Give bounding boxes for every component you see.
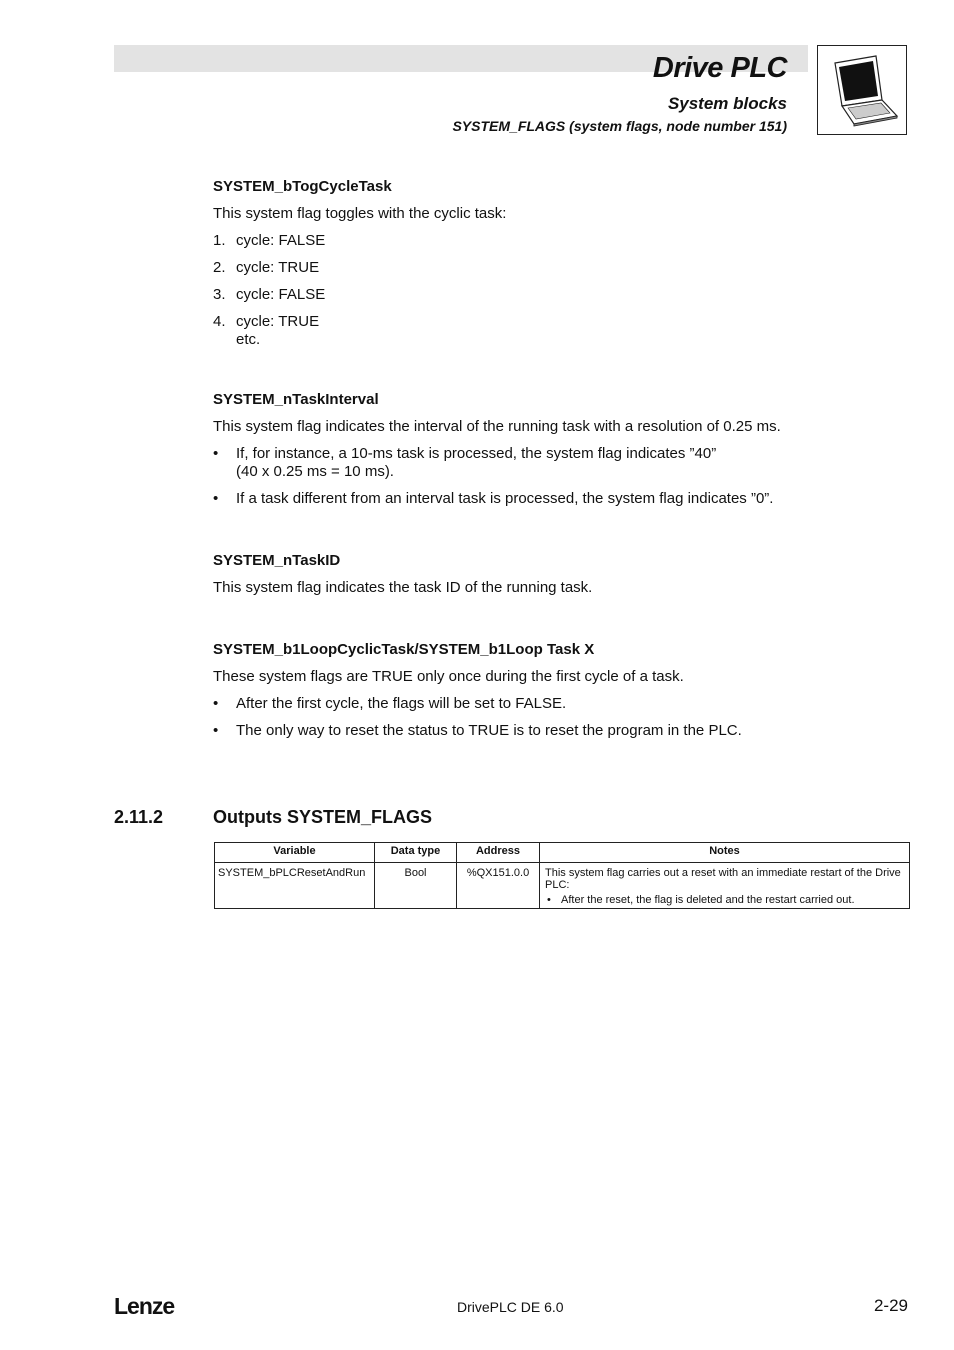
section-intro: This system flag toggles with the cyclic task:	[213, 205, 507, 222]
section-heading: SYSTEM_b1LoopCyclicTask/SYSTEM_b1Loop Task X	[213, 641, 595, 658]
section-subtitle: SYSTEM_FLAGS (system flags, node number 151)	[452, 118, 787, 134]
notes-cell	[540, 863, 910, 909]
section-intro: These system flags are TRUE only once during the first cycle of a task.	[213, 668, 684, 685]
section-ntaskid	[213, 552, 913, 597]
section-number: 2.11.2	[114, 807, 164, 827]
note-bullet: • After the reset, the flag is deleted and the restart carried out.	[547, 894, 855, 906]
address-cell: %QX151.0.0	[457, 863, 540, 909]
variable-cell: SYSTEM_bPLCResetAndRun	[215, 863, 375, 909]
list-item: 4. cycle: TRUE etc.	[213, 313, 320, 348]
section-heading: SYSTEM_nTaskInterval	[213, 391, 379, 408]
lenze-logo: Lenze	[114, 1293, 175, 1319]
section-intro: This system flag indicates the task ID of the running task.	[213, 579, 593, 596]
list-item: 3. cycle: FALSE	[213, 286, 326, 303]
table-row	[215, 863, 910, 909]
section-heading: SYSTEM_nTaskID	[213, 552, 341, 569]
section-heading: SYSTEM_bTogCycleTask	[213, 178, 392, 195]
list-item: 2. cycle: TRUE	[213, 259, 320, 276]
bullet-item: • If, for instance, a 10-ms task is processed, the system flag indicates ”40” (40 x 0.25 ms = 10 ms).	[213, 445, 717, 480]
page-title: Drive PLC	[652, 52, 787, 84]
column-header: Variable	[215, 843, 375, 863]
table-header-row	[215, 843, 910, 863]
document-name: DrivePLC DE 6.0	[457, 1299, 564, 1315]
section-ntaskinterval	[213, 391, 913, 508]
section-title: Outputs SYSTEM_FLAGS	[213, 807, 433, 827]
bullet-item: • After the first cycle, the flags will be set to FALSE.	[213, 695, 567, 712]
main-content	[213, 178, 913, 784]
bullet-item: • If a task different from an interval task is processed, the system flag indicates ”0”.	[213, 490, 774, 507]
note-text: This system flag carries out a reset with an immediate restart of the Drive PLC:	[545, 867, 901, 891]
datatype-cell: Bool	[375, 863, 457, 909]
section-b1loop	[213, 641, 913, 740]
laptop-icon	[817, 45, 907, 135]
column-header: Data type	[375, 843, 457, 863]
chapter-subtitle: System blocks	[667, 94, 787, 113]
section-btogcycletask	[213, 178, 913, 349]
list-item: 1. cycle: FALSE	[213, 232, 326, 249]
column-header: Notes	[540, 843, 910, 863]
column-header: Address	[457, 843, 540, 863]
outputs-table	[214, 842, 910, 909]
page-number: 2-29	[873, 1296, 908, 1315]
section-intro: This system flag indicates the interval of the running task with a resolution of 0.25 ms.	[213, 418, 781, 435]
bullet-item: • The only way to reset the status to TRUE is to reset the program in the PLC.	[213, 722, 742, 739]
